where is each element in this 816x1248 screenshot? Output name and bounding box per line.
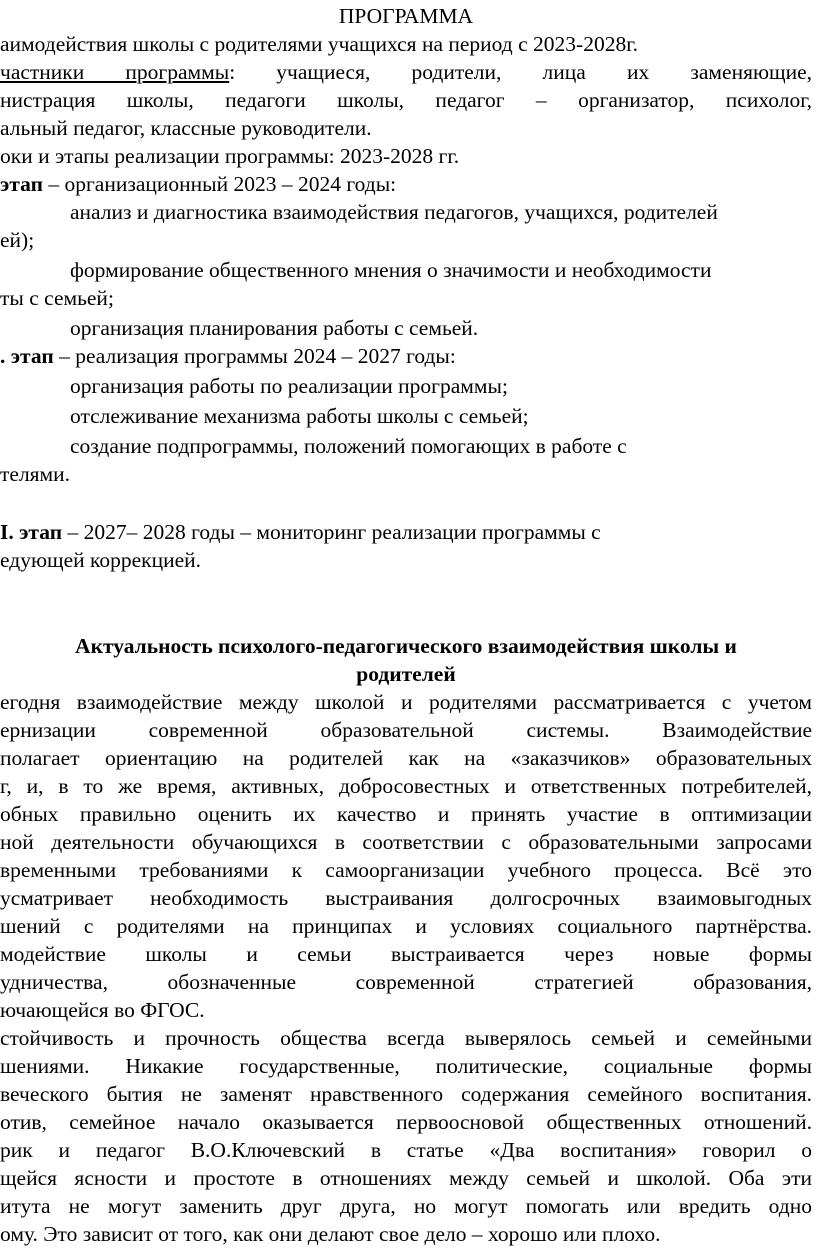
stage3-description: – 2027– 2028 годы – мониторинг реализации программы с bbox=[62, 520, 601, 544]
participants-line: нистрация школы, педагоги школы, педагог – организатор, психолог, bbox=[0, 88, 812, 112]
stage1-item: анализ и диагностика взаимодействия педагогов, учащихся, родителей bbox=[70, 200, 718, 224]
paragraph-line: рик и педагог В.О.Ключевский в статье «Два воспитания» говорил о bbox=[0, 1138, 812, 1162]
stage2-item: создание подпрограммы, положений помогающих в работе с bbox=[70, 434, 627, 458]
stage2-header bbox=[0, 342, 812, 370]
paragraph-line: ернизации современной образовательной системы. Взаимодействие bbox=[0, 718, 812, 742]
participants-list: : учащиеся, родители, лица их заменяющие, bbox=[229, 60, 813, 84]
stage1-item-continuation: ей); bbox=[0, 228, 35, 252]
stage1-item: формирование общественного мнения о значимости и необходимости bbox=[70, 258, 712, 282]
paragraph-line: итута не могут заменить друг друга, но могут помогать или вредить одно bbox=[0, 1194, 812, 1218]
paragraph-line: шениями. Никакие государственные, политические, социальные формы bbox=[0, 1054, 812, 1078]
paragraph-line: удничества, обозначенные современной стратегией образования, bbox=[0, 970, 812, 994]
paragraph-line: веческого бытия не заменят нравственного содержания семейного воспитания. bbox=[0, 1082, 812, 1106]
paragraph-line: стойчивость и прочность общества всегда выверялось семьей и семейными bbox=[0, 1026, 812, 1050]
stage2-description: – реализация программы 2024 – 2027 годы: bbox=[53, 344, 456, 368]
paragraph-line: полагает ориентацию на родителей как на «заказчиков» образовательных bbox=[0, 746, 812, 770]
participants-line: альный педагог, классные руководители. bbox=[0, 116, 372, 140]
paragraph-line: ючающейся во ФГОС. bbox=[0, 998, 205, 1022]
paragraph-line: усматривает необходимость выстраивания долгосрочных взаимовыгодных bbox=[0, 886, 812, 910]
paragraph-line: ому. Это зависит от того, как они делают свое дело – хорошо или плохо. bbox=[0, 1222, 661, 1246]
participants-line bbox=[0, 58, 812, 86]
document-title: ПРОГРАММА bbox=[338, 4, 474, 28]
section-heading-continuation: родителей bbox=[356, 662, 456, 686]
paragraph-line: отив, семейное начало оказывается первоосновой общественных отношений. bbox=[0, 1110, 812, 1134]
paragraph-line: щейся ясности и простоте в отношениях между семьей и школой. Оба эти bbox=[0, 1166, 812, 1190]
stage2-item: отслеживание механизма работы школы с семьей; bbox=[70, 404, 529, 428]
paragraph-line: г, и, в то же время, активных, добросовестных и ответственных потребителей, bbox=[0, 774, 812, 798]
paragraph-line: ной деятельности обучающихся в соответствии с образовательными запросами bbox=[0, 830, 812, 854]
paragraph-line: егодня взаимодействие между школой и родителями рассматривается с учетом bbox=[0, 690, 812, 714]
paragraph-line: шений с родителями на принципах и условиях социального партнёрства. bbox=[0, 914, 812, 938]
document-subtitle: аимодействия школы с родителями учащихся на период с 2023-2028г. bbox=[0, 32, 638, 56]
participants-label: частники программы bbox=[0, 60, 230, 84]
paragraph-line: временными требованиями к самоорганизации учебного процесса. Всё это bbox=[0, 858, 812, 882]
stage3-continuation: едующей коррекцией. bbox=[0, 548, 202, 572]
stage1-item: организация планирования работы с семьей. bbox=[70, 316, 479, 340]
stage3-header bbox=[0, 518, 812, 546]
stage2-item: организация работы по реализации программы; bbox=[70, 374, 508, 398]
stage1-label: этап bbox=[0, 172, 43, 196]
terms-line: оки и этапы реализации программы: 2023-2028 гг. bbox=[0, 144, 460, 168]
section-heading: Актуальность психолого-педагогического взаимодействия школы и bbox=[75, 634, 737, 658]
stage3-label: I. этап bbox=[0, 520, 63, 544]
paragraph-line: модействие школы и семьи выстраивается через новые формы bbox=[0, 942, 812, 966]
stage1-description: – организационный 2023 – 2024 годы: bbox=[42, 172, 397, 196]
stage2-item-continuation: телями. bbox=[0, 462, 71, 486]
stage1-header bbox=[0, 170, 812, 198]
paragraph-line: обных правильно оценить их качество и принять участие в оптимизации bbox=[0, 802, 812, 826]
stage1-item-continuation: ты с семьей; bbox=[0, 286, 114, 310]
stage2-label: . этап bbox=[0, 344, 54, 368]
